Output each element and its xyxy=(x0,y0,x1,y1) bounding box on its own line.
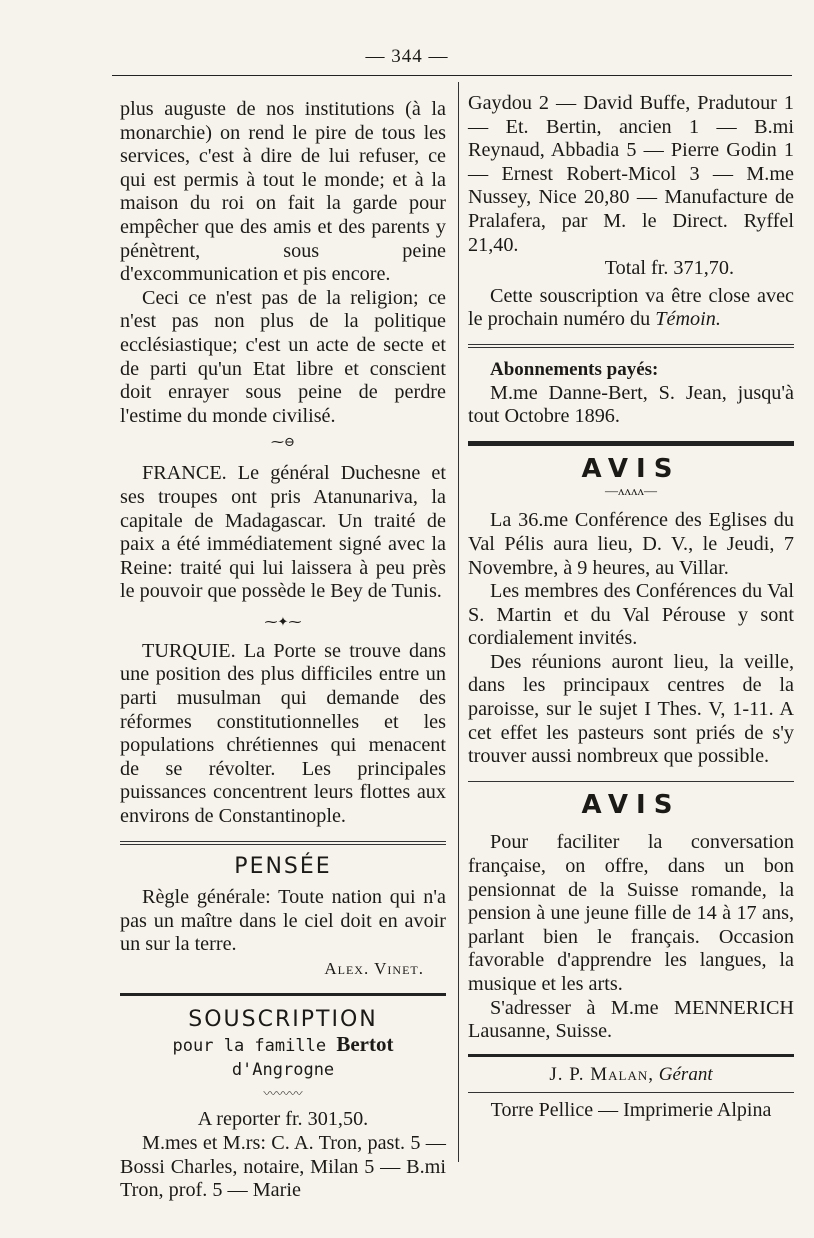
column-divider xyxy=(458,82,459,1162)
article-paragraph: Ceci ce n'est pas de la religion; ce n'est pas non plus de la politique ecclésiastique; c'est un acte de secte et de parti qu'un Etat libre et conscient doit enrayer sous peine de perdre l'estime du monde civilisé. xyxy=(120,286,446,427)
news-france: FRANCE. Le général Duchesne et ses troupes ont pris Atanunariva, la capitale de Madagascar. Un traité de paix a été immédiatement signé avec la Reine: traité qui lui laissera à peu près le pouvoir que possède le Bey de Tunis. xyxy=(120,462,446,603)
section-divider xyxy=(120,841,446,845)
page-number: — 344 — xyxy=(365,46,449,67)
right-column xyxy=(468,92,794,1123)
section-divider xyxy=(120,993,446,996)
pensee-title: PENSÉE xyxy=(234,853,332,879)
journal-name: Témoin. xyxy=(655,308,721,331)
gerant-role: Gérant xyxy=(658,1063,713,1085)
avis-paragraph: La 36.me Conférence des Eglises du Val Pélis aura lieu, D. V., le Jeudi, 7 Novembre, à 9 heures, au Villar. xyxy=(468,509,794,579)
ornament: ⁓✦⁓ xyxy=(264,613,302,629)
donor-list-continued: Gaydou 2 — David Buffe, Pradutour 1 — Et. Bertin, ancien 1 — B.mi Reynaud, Abbadia 5 — Pierre Godin 1 — Ernest Robert-Micol 3 — M.me Nussey, Nice 20,80 — Manufacture de Pralafera, par M. le Direct. Ryffel 21,40. xyxy=(468,92,794,256)
avis-paragraph: Des réunions auront lieu, la veille, dans les principaux centres de la paroisse, sur le sujet I Thes. V, 1-11. A cet effet les pasteurs sont priés de s'y trouver aussi nombreux que possible. xyxy=(468,650,794,768)
avis-title: AVIS xyxy=(581,453,681,484)
souscription-title: SOUSCRIPTION xyxy=(188,1006,378,1032)
news-turquie: TURQUIE. La Porte se trouve dans une position des plus difficiles entre un parti musulman qui demande des réformes constitutionnelles et les populations chrétiennes qui menacent de se révolter. Les principales puissances concentrent leurs flottes aux environs de Constantinople. xyxy=(120,639,446,828)
close-note-text: Cette souscription va être close avec le prochain numéro du xyxy=(468,284,794,331)
close-note xyxy=(468,285,794,332)
total-amount: Total fr. 371,70. xyxy=(604,257,734,280)
avis-paragraph: Pour faciliter la conversation française, on offre, dans un bon pensionnat de la Suisse romande, la pension à une jeune fille de 14 à 17 ans, parlant bien le français. Occasion favorable d'apprendre les langues, la musique et les arts. xyxy=(468,831,794,995)
section-divider xyxy=(468,781,794,782)
ornament: —ʌʌʌʌ— xyxy=(605,483,657,499)
article-paragraph: plus auguste de nos institutions (à la monarchie) on rend le pire de tous les services, c'est à dire de lui refuser, ce qui est permis à tout le monde; et à la maison du roi on fait la garde pour empêcher que des amis et des parents y pénètrent, sous peine d'excommunication et pis encore. xyxy=(120,98,446,286)
section-divider xyxy=(468,1092,794,1093)
gerant-name: J. P. Malan, xyxy=(549,1063,655,1085)
souscription-subtitle-pre: pour la famille xyxy=(172,1036,327,1057)
avis-paragraph: S'adresser à M.me MENNERICH Lausanne, Suisse. xyxy=(468,996,794,1043)
header-rule xyxy=(112,75,792,76)
left-column xyxy=(120,98,446,1203)
abonnements-text: M.me Danne-Bert, S. Jean, jusqu'à tout Octobre 1896. xyxy=(468,381,794,428)
ornament: 〰〰〰 xyxy=(263,1086,303,1102)
report-amount: A reporter fr. 301,50. xyxy=(197,1108,369,1131)
gerant-line xyxy=(468,1063,794,1087)
pensee-text: Règle générale: Toute nation qui n'a pas un maître dans le ciel doit en avoir un sur la terre. xyxy=(120,886,446,956)
section-divider xyxy=(468,1054,794,1057)
souscription-subtitle xyxy=(120,1033,446,1082)
ornament: ⁓⊖ xyxy=(271,434,295,450)
section-divider xyxy=(468,441,794,446)
avis-title: AVIS xyxy=(581,789,681,820)
section-divider xyxy=(468,344,794,348)
souscription-subtitle-post: d'Angrogne xyxy=(231,1059,335,1080)
imprint: Torre Pellice — Imprimerie Alpina xyxy=(490,1099,772,1122)
donor-list: M.mes et M.rs: C. A. Tron, past. 5 — Bossi Charles, notaire, Milan 5 — B.mi Tron, prof. 5 — Marie xyxy=(120,1131,446,1202)
pensee-author: Alex. Vinet. xyxy=(324,959,424,978)
family-name: Bertot xyxy=(336,1032,394,1057)
avis-paragraph: Les membres des Conférences du Val S. Martin et du Val Pérouse y sont cordialement invités. xyxy=(468,580,794,650)
abonnements-title: Abonnements payés: xyxy=(490,358,659,380)
